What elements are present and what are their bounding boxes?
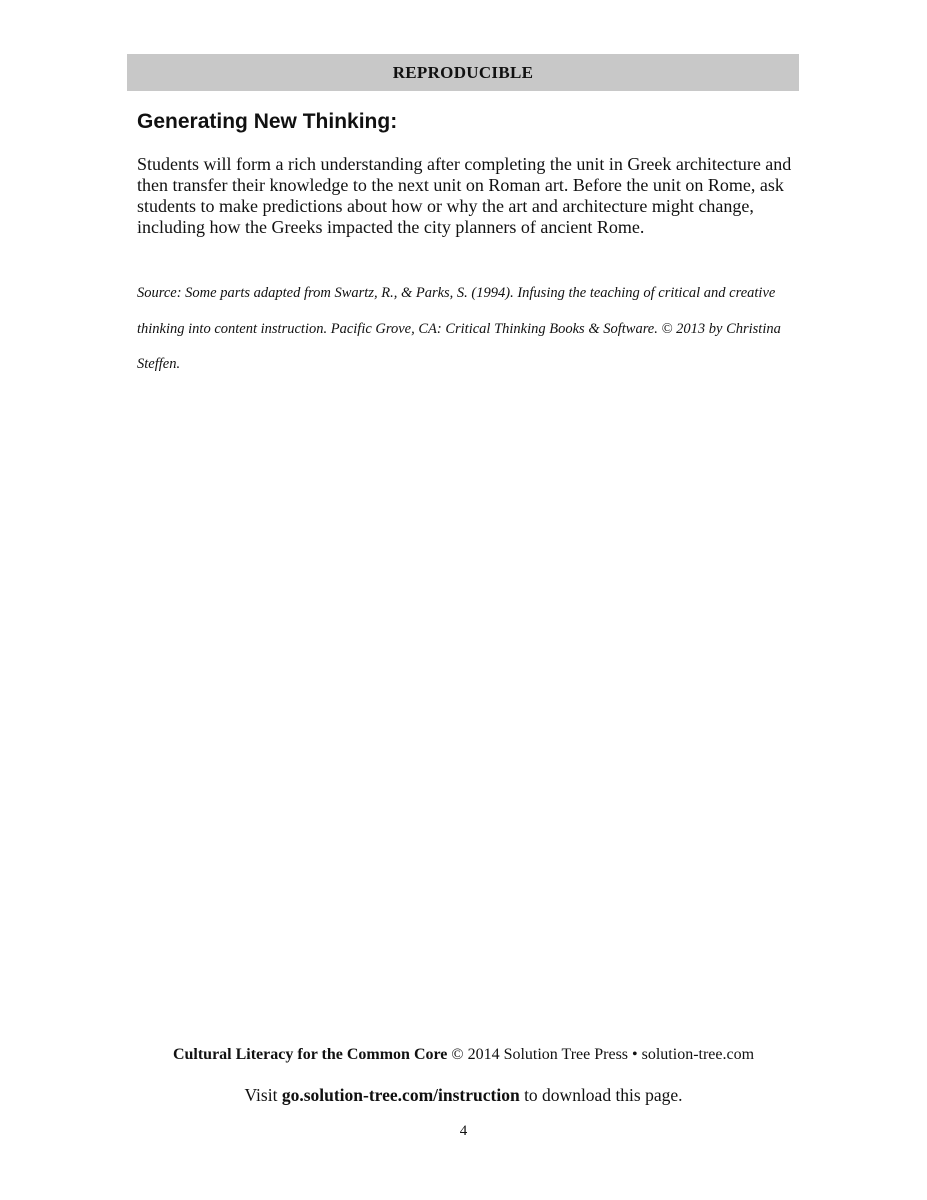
download-url: go.solution-tree.com/instruction (281, 1085, 520, 1105)
section-heading: Generating New Thinking: (137, 110, 398, 133)
reproducible-banner (127, 54, 799, 91)
footer-credit (0, 1046, 927, 1064)
visit-prefix: Visit (244, 1085, 282, 1105)
banner-label: REPRODUCIBLE (392, 62, 534, 82)
copyright-text: © 2014 Solution Tree Press • solution-tree.com (447, 1046, 755, 1063)
page-number: 4 (459, 1123, 468, 1139)
source-citation: Source: Some parts adapted from Swartz, R., & Parks, S. (1994). Infusing the teaching of critical and creative thinking into content instruction. Pacific Grove, CA: Critical Thinking Books & Software. © 2013 by Christina Steffen. (137, 285, 781, 372)
book-title: Cultural Literacy for the Common Core (172, 1046, 448, 1063)
visit-suffix: to download this page. (519, 1085, 683, 1105)
section-body: Students will form a rich understanding after completing the unit in Greek architecture and then transfer their knowledge to the next unit on Roman art. Before the unit on Rome, ask students to make predictions about how or why the art and architecture might change, including how the Greeks impacted the city planners of ancient Rome. (137, 154, 792, 237)
footer-visit-line (0, 1085, 927, 1106)
